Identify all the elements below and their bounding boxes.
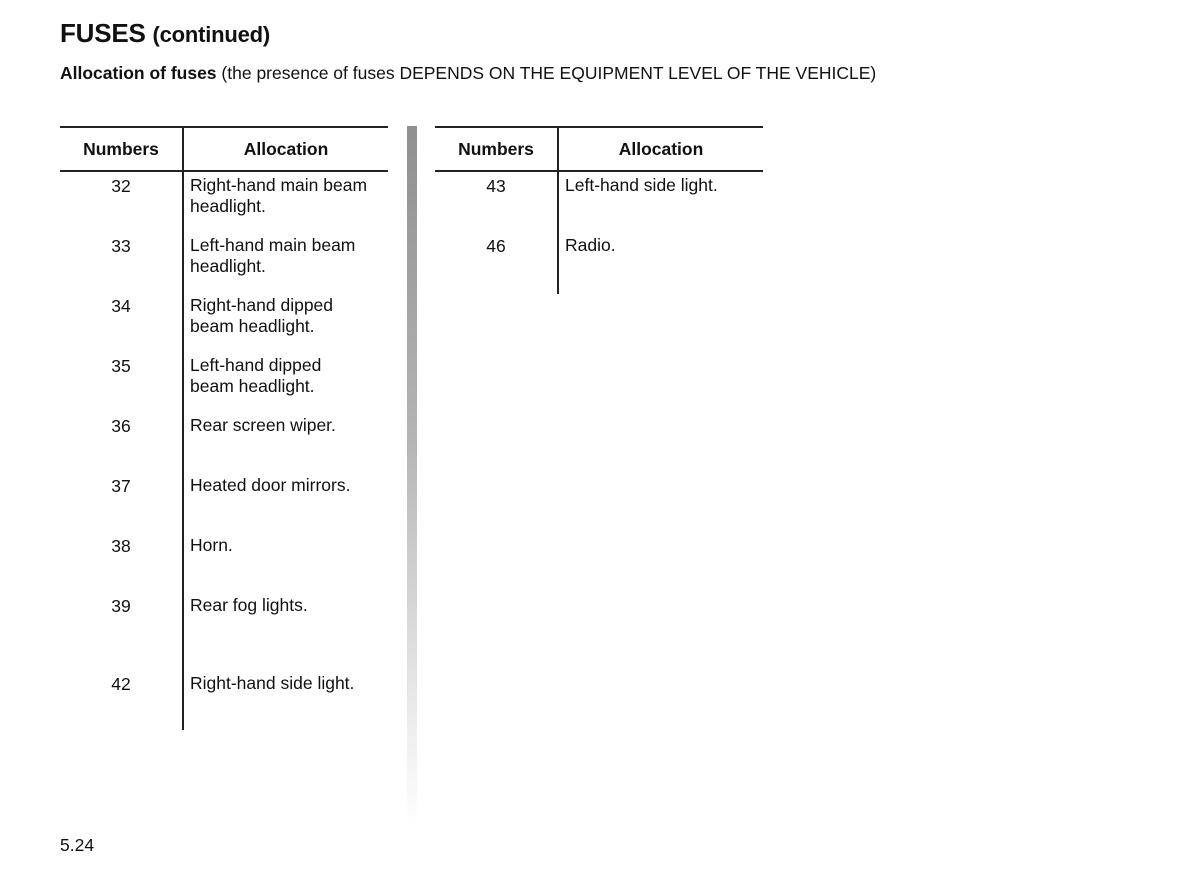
- fuse-allocation: [190, 535, 390, 556]
- allocation-line-1: Radio.: [565, 235, 616, 255]
- fuse-allocation: [190, 175, 390, 217]
- fuse-number: 38: [111, 536, 131, 556]
- fuse-number: 32: [111, 176, 131, 196]
- allocation-line-1: Rear screen wiper.: [190, 415, 336, 435]
- fuse-number: 36: [111, 416, 131, 436]
- fuse-number: 46: [486, 236, 506, 256]
- fuse-allocation: [190, 415, 390, 436]
- page-number: 5.24: [60, 835, 95, 855]
- table-header-rule: [435, 170, 763, 172]
- fuse-number: 43: [486, 176, 506, 196]
- fuse-number: 37: [111, 476, 131, 496]
- allocation-line-1: Left-hand side light.: [565, 175, 718, 195]
- fuse-allocation: [190, 295, 390, 337]
- fuse-number: 34: [111, 296, 131, 316]
- fuse-number: 39: [111, 596, 131, 616]
- allocation-line-1: Right-hand dipped: [190, 295, 334, 315]
- column-divider-bar: [407, 126, 417, 826]
- title-main: FUSES: [60, 18, 146, 48]
- intro-bold: Allocation of fuses: [60, 63, 217, 83]
- allocation-line-1: Right-hand main beam: [190, 175, 368, 195]
- header-numbers: Numbers: [83, 139, 159, 159]
- allocation-line-2: beam headlight.: [190, 376, 315, 396]
- fuse-allocation: [190, 475, 390, 496]
- allocation-line-1: Left-hand main beam: [190, 235, 356, 255]
- allocation-line-1: Heated door mirrors.: [190, 475, 351, 495]
- fuse-table-right: [435, 126, 763, 294]
- allocation-line-2: headlight.: [190, 256, 266, 276]
- table-top-rule: [435, 126, 763, 128]
- header-allocation: Allocation: [618, 139, 704, 159]
- fuse-number: 42: [111, 674, 131, 694]
- table-column-rule: [182, 126, 184, 730]
- allocation-line-1: Left-hand dipped: [190, 355, 322, 375]
- fuse-table-left: [60, 126, 388, 730]
- header-allocation: Allocation: [243, 139, 329, 159]
- fuse-allocation: [190, 235, 390, 277]
- intro-rest: (the presence of fuses DEPENDS ON THE EQUIPMENT LEVEL OF THE VEHICLE): [221, 63, 877, 83]
- header-numbers: Numbers: [458, 139, 534, 159]
- fuse-allocation: [565, 235, 765, 256]
- allocation-line-2: headlight.: [190, 196, 266, 216]
- fuse-allocation: [190, 595, 390, 616]
- fuse-number: 33: [111, 236, 131, 256]
- table-header-rule: [60, 170, 388, 172]
- fuse-allocation: [190, 355, 390, 397]
- allocation-line-1: Horn.: [190, 535, 233, 555]
- title-suffix: (continued): [152, 22, 270, 47]
- fuse-allocation: [565, 175, 765, 196]
- intro-text: [60, 63, 876, 84]
- allocation-line-2: beam headlight.: [190, 316, 315, 336]
- fuse-number: 35: [111, 356, 131, 376]
- allocation-line-1: Right-hand side light.: [190, 673, 355, 693]
- allocation-line-1: Rear fog lights.: [190, 595, 308, 615]
- fuse-allocation: [190, 673, 390, 694]
- page-title: [60, 18, 270, 49]
- table-top-rule: [60, 126, 388, 128]
